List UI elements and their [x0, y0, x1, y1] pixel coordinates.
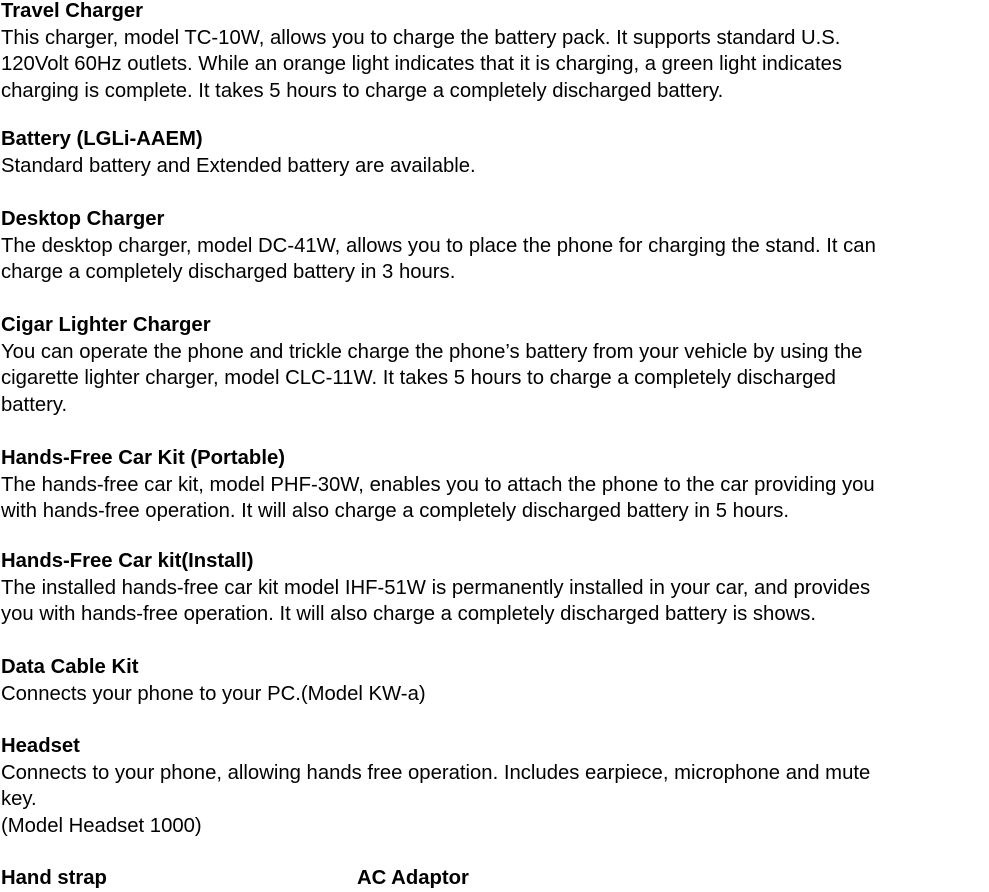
- body-line: The hands-free car kit, model PHF-30W, enables you to attach the phone to the car providing you: [1, 473, 875, 496]
- section-body: [1, 760, 989, 840]
- body-line: Connects your phone to your PC.(Model KW-a): [1, 682, 426, 705]
- ac-adaptor-title: AC Adaptor: [357, 867, 469, 889]
- section-body: [1, 153, 989, 180]
- body-line: This charger, model TC-10W, allows you to charge the battery pack. It supports standard U.S.: [1, 26, 841, 49]
- section-body: [1, 472, 989, 525]
- body-line: charging is complete. It takes 5 hours to charge a completely discharged battery.: [1, 79, 724, 102]
- section-title: Data Cable Kit: [1, 656, 139, 678]
- hand-strap-title: Hand strap: [1, 867, 107, 889]
- section-title: Travel Charger: [1, 0, 144, 22]
- section-body: [1, 233, 989, 286]
- body-line: Connects to your phone, allowing hands free operation. Includes earpiece, microphone and mute: [1, 761, 871, 784]
- section-hands-free-portable: [1, 445, 989, 525]
- section-title: Battery (LGLi-AAEM): [1, 128, 203, 150]
- section-title: Cigar Lighter Charger: [1, 314, 211, 336]
- body-line: you with hands-free operation. It will also charge a completely discharged battery is shows.: [1, 603, 817, 625]
- body-line: (Model Headset 1000): [1, 814, 202, 837]
- body-line: The desktop charger, model DC-41W, allows you to place the phone for charging the stand. It can: [1, 234, 876, 257]
- section-travel-charger: [1, 0, 989, 104]
- section-cigar-lighter-charger: [1, 312, 989, 418]
- section-body: [1, 339, 989, 419]
- body-line: cigarette lighter charger, model CLC-11W. It takes 5 hours to charge a completely discharged: [1, 367, 836, 389]
- section-body: [1, 575, 989, 628]
- section-desktop-charger: [1, 206, 989, 286]
- section-body: [1, 681, 989, 708]
- body-line: Standard battery and Extended battery are available.: [1, 154, 476, 177]
- section-title: Hands-Free Car Kit (Portable): [1, 447, 285, 469]
- body-line: battery.: [1, 393, 68, 416]
- section-data-cable-kit: [1, 654, 989, 707]
- section-battery: [1, 126, 989, 179]
- section-hands-free-install: [1, 548, 989, 628]
- section-title: Desktop Charger: [1, 208, 165, 230]
- section-headset: [1, 733, 989, 839]
- footer-titles: [1, 865, 989, 892]
- section-title: Hands-Free Car kit(Install): [1, 550, 254, 572]
- body-line: with hands-free operation. It will also charge a completely discharged battery in 5 hours.: [1, 500, 790, 522]
- body-line: The installed hands-free car kit model IHF-51W is permanently installed in your car, and provides: [1, 576, 871, 599]
- body-line: You can operate the phone and trickle charge the phone’s battery from your vehicle by using the: [1, 340, 863, 363]
- body-line: charge a completely discharged battery in 3 hours.: [1, 261, 456, 283]
- body-line: key.: [1, 788, 37, 810]
- section-title: Headset: [1, 735, 80, 757]
- section-body: [1, 25, 989, 105]
- body-line: 120Volt 60Hz outlets. While an orange light indicates that it is charging, a green light indicates: [1, 53, 843, 75]
